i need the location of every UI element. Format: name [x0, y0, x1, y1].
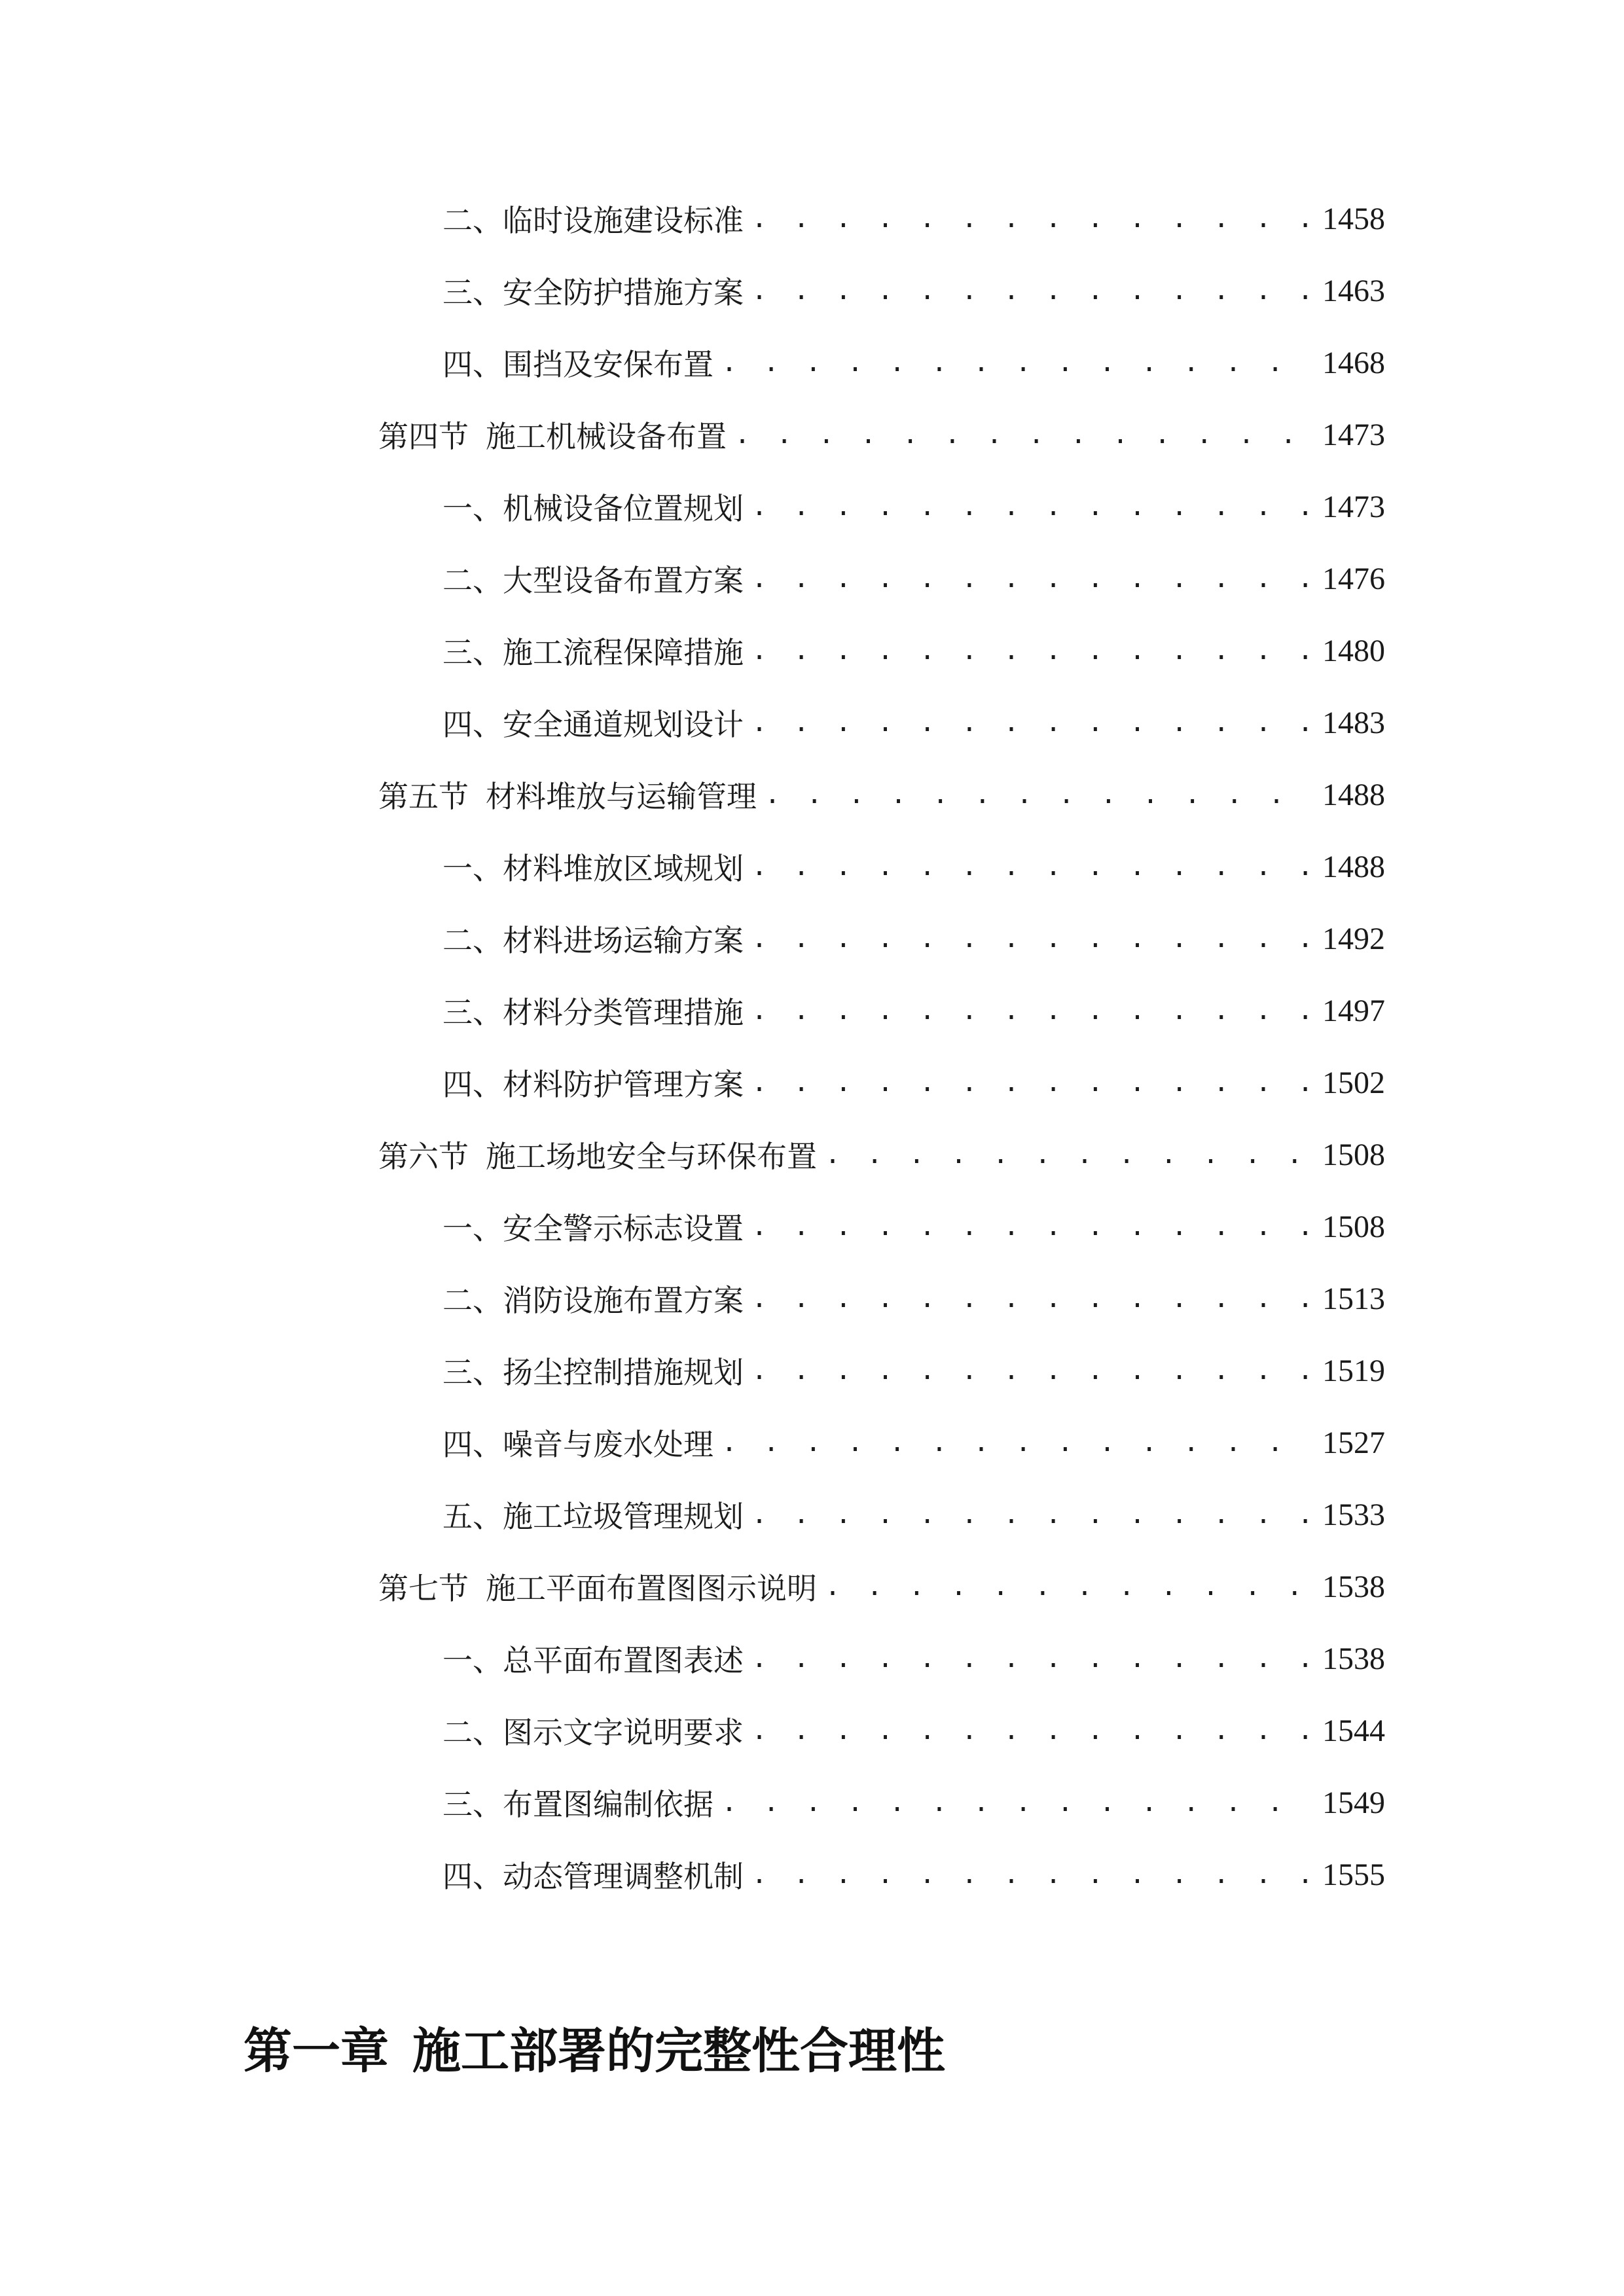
toc-entry-number: 五、 [442, 1499, 503, 1534]
toc-entry-title: 图示文字说明要求 [503, 1715, 744, 1750]
toc-entry[interactable] [442, 1060, 1385, 1105]
toc-entry-number: 一、 [442, 491, 503, 526]
toc-entry[interactable] [442, 1492, 1385, 1537]
toc-entry-title: 临时设施建设标准 [503, 203, 744, 238]
toc-dot-leader [721, 1787, 1313, 1818]
toc-entry[interactable] [442, 268, 1385, 314]
toc-dot-leader [751, 1067, 1313, 1098]
toc-dot-leader [751, 204, 1313, 234]
toc-entry-title: 材料堆放区域规划 [503, 851, 744, 886]
toc-entry-page: 1527 [1322, 1425, 1385, 1460]
toc-entry-title: 施工流程保障措施 [503, 635, 744, 670]
toc-section-entry[interactable] [378, 772, 1385, 817]
toc-dot-leader [721, 348, 1313, 378]
toc-entry-page: 1544 [1322, 1713, 1385, 1748]
toc-section-entry[interactable] [378, 1564, 1385, 1609]
toc-entry-number: 一、 [442, 851, 503, 886]
toc-dot-leader [751, 1211, 1313, 1242]
toc-entry-title: 施工平面布置图图示说明 [486, 1571, 817, 1606]
toc-entry-number: 二、 [442, 203, 503, 238]
toc-dot-leader [751, 1283, 1313, 1314]
toc-entry-number: 三、 [442, 1355, 503, 1390]
toc-entry-title: 安全防护措施方案 [503, 275, 744, 310]
toc-entry-title: 材料堆放与运输管理 [486, 779, 757, 814]
toc-entry[interactable] [442, 1204, 1385, 1249]
toc-entry-number: 一、 [442, 1211, 503, 1246]
toc-dot-leader [751, 636, 1313, 666]
toc-entry-page: 1473 [1322, 417, 1385, 452]
toc-dot-leader [751, 852, 1313, 882]
toc-entry-page: 1533 [1322, 1497, 1385, 1532]
toc-entry-title: 施工场地安全与环保布置 [486, 1139, 817, 1174]
toc-section-entry[interactable] [378, 412, 1385, 457]
toc-dot-leader [721, 1427, 1313, 1458]
toc-dot-leader [751, 996, 1313, 1026]
toc-dot-leader [825, 1139, 1313, 1170]
toc-entry-page: 1549 [1322, 1785, 1385, 1820]
toc-entry-page: 1480 [1322, 633, 1385, 668]
toc-dot-leader [751, 564, 1313, 594]
toc-entry-number: 第六节 [378, 1139, 469, 1174]
toc-entry-page: 1458 [1322, 201, 1385, 236]
toc-entry-page: 1508 [1322, 1209, 1385, 1244]
toc-entry[interactable] [442, 988, 1385, 1033]
toc-entry-number: 二、 [442, 563, 503, 598]
toc-entry-number: 四、 [442, 1427, 503, 1462]
toc-entry-number: 二、 [442, 923, 503, 958]
toc-entry-title: 材料进场运输方案 [503, 923, 744, 958]
toc-entry[interactable] [442, 340, 1385, 386]
toc-entry-page: 1497 [1322, 993, 1385, 1028]
toc-entry-title: 材料防护管理方案 [503, 1067, 744, 1102]
chapter-title: 施工部署的完整性合理性 [412, 2022, 945, 2079]
toc-entry-page: 1473 [1322, 489, 1385, 524]
toc-entry[interactable] [442, 700, 1385, 745]
toc-entry[interactable] [442, 916, 1385, 961]
toc-entry-title: 消防设施布置方案 [503, 1283, 744, 1318]
toc-entry-title: 围挡及安保布置 [503, 347, 713, 382]
toc-entry[interactable] [442, 484, 1385, 529]
toc-entry[interactable] [442, 1780, 1385, 1825]
toc-entry[interactable] [442, 556, 1385, 601]
toc-entry-title: 机械设备位置规划 [503, 491, 744, 526]
toc-entry[interactable] [442, 1276, 1385, 1321]
toc-entry-page: 1555 [1322, 1857, 1385, 1892]
toc-entry-page: 1538 [1322, 1641, 1385, 1676]
toc-entry-number: 四、 [442, 1067, 503, 1102]
toc-section-entry[interactable] [378, 1132, 1385, 1177]
toc-dot-leader [751, 1355, 1313, 1386]
toc-entry-page: 1468 [1322, 345, 1385, 380]
toc-entry-number: 四、 [442, 707, 503, 742]
toc-entry-number: 二、 [442, 1715, 503, 1750]
toc-entry-title: 施工机械设备布置 [486, 419, 727, 454]
toc-entry-page: 1483 [1322, 705, 1385, 740]
toc-entry-number: 第五节 [378, 779, 469, 814]
toc-entry-page: 1488 [1322, 777, 1385, 812]
toc-entry[interactable] [442, 196, 1385, 242]
toc-entry-page: 1463 [1322, 273, 1385, 308]
toc-entry-title: 总平面布置图表述 [503, 1643, 744, 1678]
toc-dot-leader [751, 1499, 1313, 1530]
chapter-number: 第一章 [244, 2022, 389, 2079]
toc-entry-page: 1488 [1322, 849, 1385, 884]
toc-entry-number: 三、 [442, 995, 503, 1030]
toc-dot-leader [751, 492, 1313, 522]
toc-entry-page: 1476 [1322, 561, 1385, 596]
toc-dot-leader [825, 1571, 1313, 1602]
toc-dot-leader [751, 1859, 1313, 1890]
toc-dot-leader [751, 924, 1313, 954]
toc-entry-page: 1519 [1322, 1353, 1385, 1388]
toc-dot-leader [751, 1715, 1313, 1746]
chapter-heading [244, 2015, 945, 2080]
toc-entry-page: 1508 [1322, 1137, 1385, 1172]
toc-entry-title: 施工垃圾管理规划 [503, 1499, 744, 1534]
toc-entry-title: 噪音与废水处理 [503, 1427, 713, 1462]
toc-entry[interactable] [442, 628, 1385, 673]
toc-entry-title: 安全警示标志设置 [503, 1211, 744, 1246]
toc-entry-title: 安全通道规划设计 [503, 707, 744, 742]
toc-entry[interactable] [442, 1636, 1385, 1681]
toc-entry[interactable] [442, 1708, 1385, 1753]
toc-dot-leader [751, 1643, 1313, 1674]
toc-entry-page: 1538 [1322, 1569, 1385, 1604]
toc-entry-title: 扬尘控制措施规划 [503, 1355, 744, 1390]
toc-entry-number: 第四节 [378, 419, 469, 454]
toc-entry-title: 大型设备布置方案 [503, 563, 744, 598]
toc-entry-number: 一、 [442, 1643, 503, 1678]
toc-entry[interactable] [442, 1348, 1385, 1393]
toc-dot-leader [751, 708, 1313, 738]
toc-entry-page: 1513 [1322, 1281, 1385, 1316]
toc-entry-title: 材料分类管理措施 [503, 995, 744, 1030]
toc-entry[interactable] [442, 844, 1385, 889]
toc-entry-page: 1502 [1322, 1065, 1385, 1100]
toc-entry[interactable] [442, 1852, 1385, 1897]
toc-entry-title: 布置图编制依据 [503, 1787, 713, 1822]
toc-entry-number: 三、 [442, 1787, 503, 1822]
toc-entry-number: 第七节 [378, 1571, 469, 1606]
toc-entry-number: 二、 [442, 1283, 503, 1318]
toc-dot-leader [751, 276, 1313, 306]
toc-entry-number: 四、 [442, 347, 503, 382]
toc-entry-number: 四、 [442, 1859, 503, 1894]
toc-dot-leader [734, 420, 1313, 450]
toc-entry-title: 动态管理调整机制 [503, 1859, 744, 1894]
toc-entry-page: 1492 [1322, 921, 1385, 956]
toc-entry[interactable] [442, 1420, 1385, 1465]
toc-entry-number: 三、 [442, 275, 503, 310]
toc-dot-leader [765, 780, 1313, 810]
toc-entry-number: 三、 [442, 635, 503, 670]
